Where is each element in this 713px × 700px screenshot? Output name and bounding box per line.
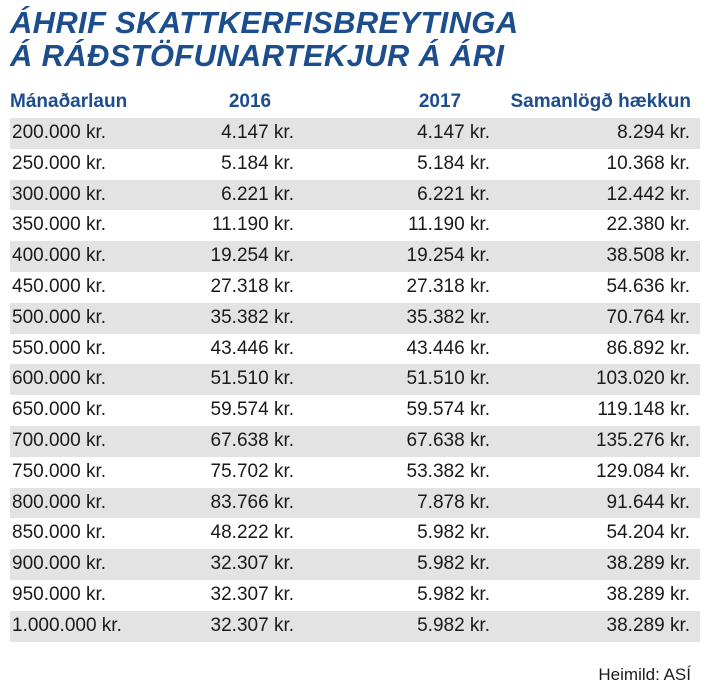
cell-total-increase: 103.020 kr. <box>595 368 690 390</box>
cell-monthly-salary: 450.000 kr. <box>12 275 107 297</box>
cell-2016: 83.766 kr. <box>210 491 294 513</box>
cell-monthly-salary: 900.000 kr. <box>12 553 107 575</box>
table-row <box>10 426 700 457</box>
cell-monthly-salary: 500.000 kr. <box>12 306 107 328</box>
table-row <box>10 549 700 580</box>
cell-total-increase: 86.892 kr. <box>606 337 690 359</box>
cell-monthly-salary: 350.000 kr. <box>12 214 107 236</box>
cell-total-increase: 54.204 kr. <box>606 522 690 544</box>
cell-2017: 7.878 kr. <box>417 491 490 513</box>
cell-2016: 11.190 kr. <box>211 214 294 236</box>
column-header-2016: 2016 <box>228 91 272 112</box>
table-row <box>10 457 700 488</box>
column-header-2017: 2017 <box>418 91 462 112</box>
table-row <box>10 149 700 180</box>
cell-monthly-salary: 400.000 kr. <box>12 245 107 267</box>
cell-total-increase: 38.289 kr. <box>606 614 690 636</box>
cell-total-increase: 38.508 kr. <box>606 245 690 267</box>
column-header-total-increase: Samanlögð hækkun <box>510 91 691 112</box>
cell-2016: 67.638 kr. <box>210 429 294 451</box>
cell-monthly-salary: 300.000 kr. <box>12 183 107 205</box>
cell-2017: 51.510 kr. <box>406 368 490 390</box>
cell-total-increase: 135.276 kr. <box>595 429 690 451</box>
table-row <box>10 241 700 272</box>
cell-total-increase: 38.289 kr. <box>606 553 690 575</box>
cell-2016: 4.147 kr. <box>221 122 294 143</box>
table-row <box>10 580 700 611</box>
table-row <box>10 488 700 519</box>
source-note: Heimild: ASÍ <box>598 665 691 684</box>
cell-total-increase: 38.289 kr. <box>606 583 690 605</box>
table-row <box>10 303 700 334</box>
cell-monthly-salary: 550.000 kr. <box>12 337 107 359</box>
table-row <box>10 180 700 211</box>
table-row <box>10 395 700 426</box>
cell-2017: 35.382 kr. <box>406 306 490 328</box>
cell-2016: 19.254 kr. <box>210 245 294 267</box>
cell-2017: 4.147 kr. <box>417 122 490 143</box>
chart-title <box>10 6 518 72</box>
table-row <box>10 272 700 303</box>
cell-monthly-salary: 200.000 kr. <box>12 122 107 143</box>
cell-2017: 27.318 kr. <box>406 275 490 297</box>
cell-2017: 6.221 kr. <box>417 183 490 205</box>
cell-total-increase: 22.380 kr. <box>606 214 690 236</box>
cell-2016: 51.510 kr. <box>210 368 294 390</box>
cell-2016: 27.318 kr. <box>210 275 294 297</box>
table-row <box>10 518 700 549</box>
cell-2016: 43.446 kr. <box>210 337 294 359</box>
cell-total-increase: 12.442 kr. <box>606 183 690 205</box>
table-row <box>10 118 700 149</box>
table-body <box>0 118 713 642</box>
cell-monthly-salary: 950.000 kr. <box>12 583 107 605</box>
cell-monthly-salary: 650.000 kr. <box>12 399 107 421</box>
chart-title-line-1: ÁHRIF SKATTKERFISBREYTINGA <box>10 5 519 40</box>
cell-total-increase: 119.148 kr. <box>597 399 690 421</box>
cell-2017: 5.982 kr. <box>417 553 490 575</box>
cell-monthly-salary: 800.000 kr. <box>12 491 107 513</box>
cell-2016: 32.307 kr. <box>210 614 294 636</box>
cell-monthly-salary: 600.000 kr. <box>12 368 107 390</box>
cell-2016: 35.382 kr. <box>210 306 294 328</box>
table-row <box>10 611 700 642</box>
cell-2017: 5.184 kr. <box>417 152 490 174</box>
cell-2016: 59.574 kr. <box>210 399 294 421</box>
chart-title-line-2: Á RÁÐSTÖFUNARTEKJUR Á ÁRI <box>10 38 505 73</box>
cell-monthly-salary: 1.000.000 kr. <box>12 614 122 636</box>
cell-2017: 11.190 kr. <box>407 214 490 236</box>
cell-monthly-salary: 700.000 kr. <box>12 429 107 451</box>
cell-2017: 19.254 kr. <box>406 245 490 267</box>
cell-2016: 75.702 kr. <box>210 460 294 482</box>
cell-2016: 5.184 kr. <box>221 152 294 174</box>
table-header <box>0 88 713 116</box>
cell-2017: 5.982 kr. <box>417 614 490 636</box>
cell-monthly-salary: 750.000 kr. <box>12 460 107 482</box>
table-row <box>10 364 700 395</box>
column-header-monthly-salary: Mánaðarlaun <box>10 91 128 112</box>
cell-total-increase: 10.368 kr. <box>606 152 690 174</box>
cell-2017: 67.638 kr. <box>406 429 490 451</box>
cell-monthly-salary: 250.000 kr. <box>12 152 107 174</box>
cell-2016: 48.222 kr. <box>210 522 294 544</box>
cell-2016: 6.221 kr. <box>221 183 294 205</box>
cell-2017: 5.982 kr. <box>417 583 490 605</box>
table-row <box>10 210 700 241</box>
table-row <box>10 334 700 365</box>
cell-total-increase: 129.084 kr. <box>595 460 690 482</box>
cell-2017: 5.982 kr. <box>417 522 490 544</box>
cell-total-increase: 54.636 kr. <box>606 275 690 297</box>
cell-total-increase: 8.294 kr. <box>617 122 690 143</box>
cell-2017: 43.446 kr. <box>406 337 490 359</box>
cell-total-increase: 91.644 kr. <box>606 491 690 513</box>
cell-2016: 32.307 kr. <box>210 583 294 605</box>
cell-total-increase: 70.764 kr. <box>606 306 690 328</box>
cell-monthly-salary: 850.000 kr. <box>12 522 107 544</box>
cell-2016: 32.307 kr. <box>210 553 294 575</box>
cell-2017: 53.382 kr. <box>406 460 490 482</box>
cell-2017: 59.574 kr. <box>406 399 490 421</box>
